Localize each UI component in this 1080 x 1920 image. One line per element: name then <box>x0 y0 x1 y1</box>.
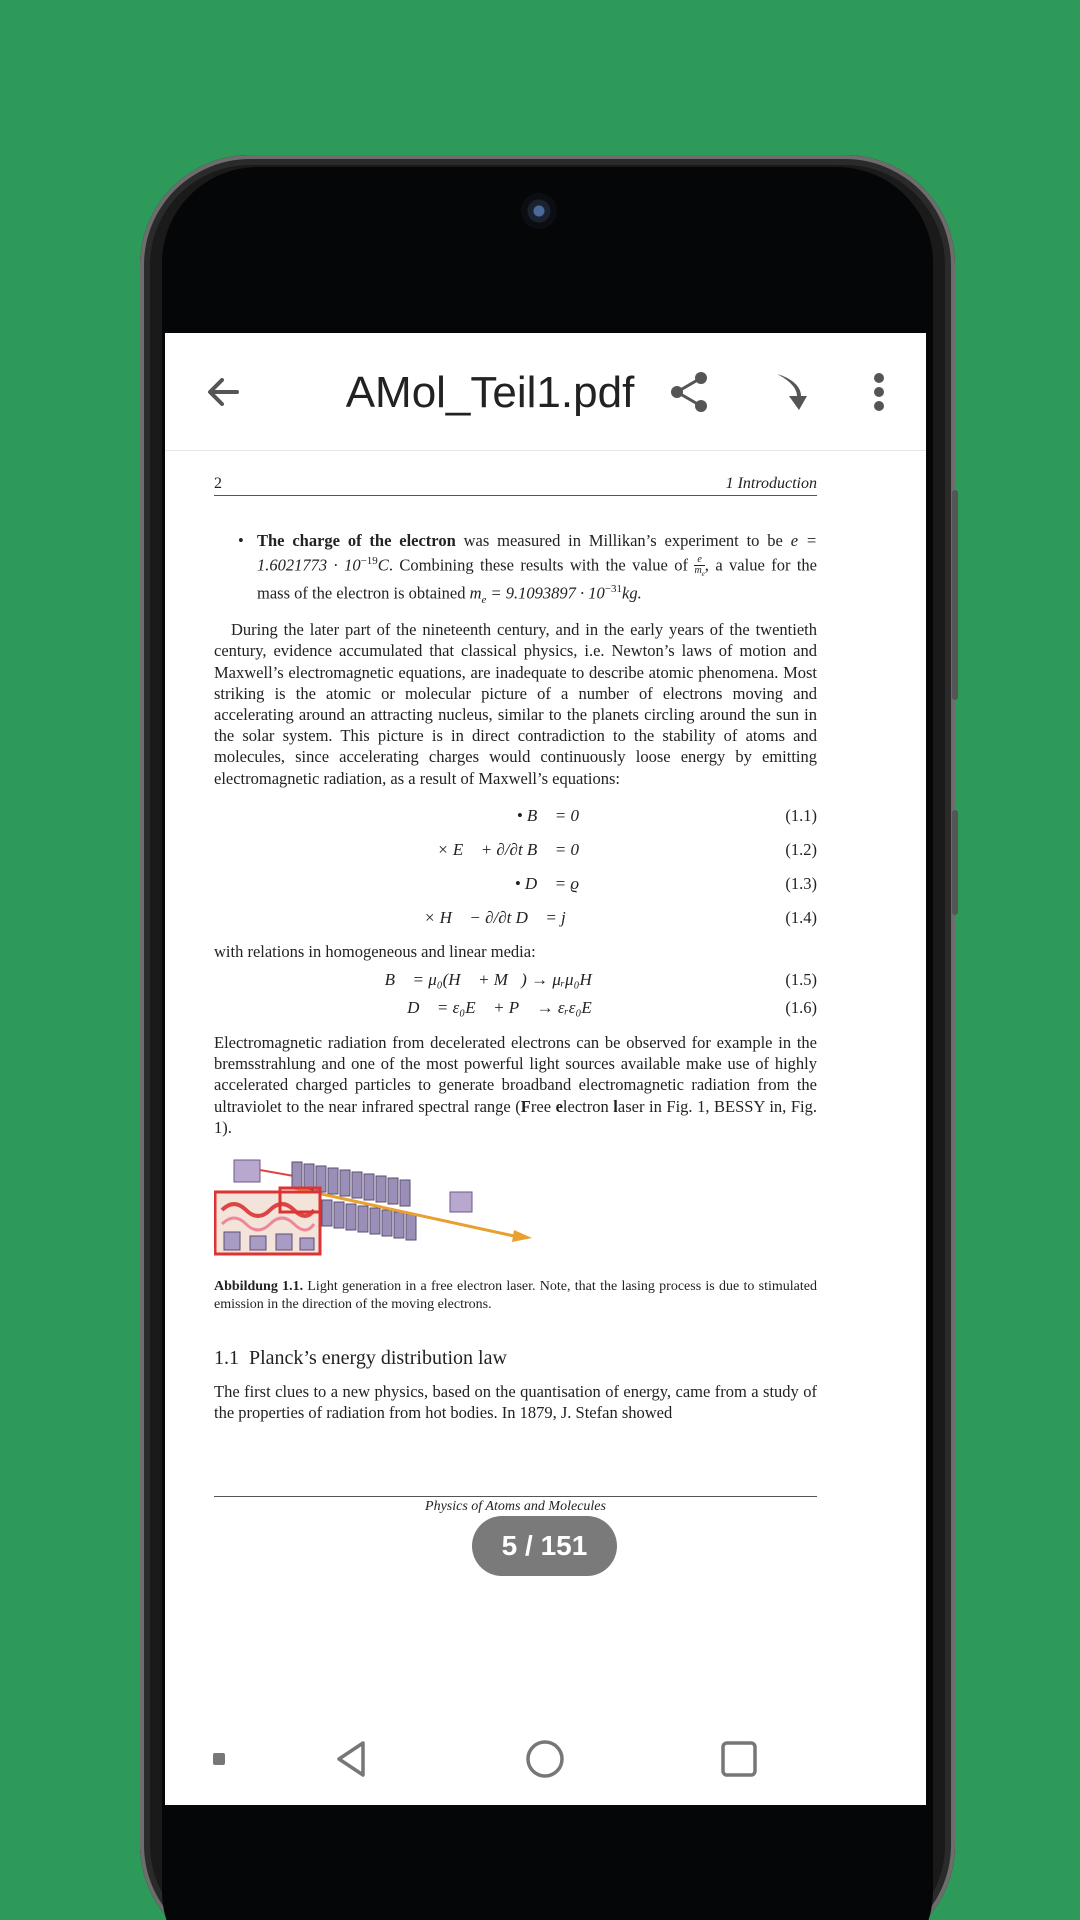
laser-illustration <box>214 1152 534 1272</box>
page-footer: Physics of Atoms and Molecules <box>214 1496 817 1515</box>
media-equations <box>214 966 817 1022</box>
bullet-text: . Combining these results with the value of <box>388 555 695 575</box>
equation-math: D⃗ = ε₀E⃗ + P⃗ → εᵣε₀E⃗ <box>407 998 605 1018</box>
math-exp: −31 <box>604 583 623 596</box>
math: = 9.1093897 · 10 <box>486 583 605 603</box>
paragraph: During the later part of the nineteenth century, and in the early years of the twentieth century, evidence accumulated that classical physics, i.e. Newton’s laws of motion and Maxwell’s electromagnetic equations, are inadequate to describe atomic phenomena. Most striking is the atomic or molecular picture of a number of electrons moving and accelerating around an attracting nucleus, similar to the planets circling around the sun in the solar system. This picture is in direct contradiction to the stability of atoms and molecules, since accelerating charges would continuously loose energy by emitting electromagnetic radiation, as a result of Maxwell’s equations: <box>214 620 817 788</box>
volume-button <box>952 490 958 700</box>
paragraph-text: ree <box>530 1096 556 1116</box>
page-number: 2 <box>214 475 222 492</box>
equation-math: ∇⃗ × H⃗ − ∂/∂t D⃗ = j⃗ <box>393 908 579 928</box>
power-button <box>952 810 958 915</box>
triangle-back-icon[interactable] <box>319 1727 383 1791</box>
page-indicator: 5 / 151 <box>472 1516 617 1576</box>
math-unit: kg. <box>622 583 642 603</box>
pdf-page <box>214 473 817 1424</box>
running-head <box>214 473 817 496</box>
section-heading <box>214 1348 817 1369</box>
math-sub: e <box>481 593 487 606</box>
caption-label: Abbildung 1.1. <box>214 1278 304 1294</box>
equation-number: (1.3) <box>785 874 817 894</box>
equation-math: ∇⃗ × E⃗ + ∂/∂t B⃗ = 0 <box>406 840 579 860</box>
square-overview-icon[interactable] <box>707 1727 771 1791</box>
equation <box>214 994 817 1022</box>
bullet-text: was measured in Millikan’s experiment to be <box>455 531 791 551</box>
equation <box>214 901 817 935</box>
equation-number: (1.1) <box>785 806 817 826</box>
equation-math: B⃗ = μ₀(H⃗ + M⃗) → μᵣμ₀H⃗ <box>384 970 605 990</box>
figure-caption <box>214 1278 817 1314</box>
bold-letter: e <box>555 1096 563 1116</box>
equation-math: ∇⃗ • D⃗ = ϱ <box>484 874 579 894</box>
paragraph-text: lectron <box>562 1096 614 1116</box>
app-bar <box>165 333 926 451</box>
fraction-denominator <box>694 566 704 579</box>
equation-number: (1.6) <box>785 998 817 1018</box>
equation-number: (1.5) <box>785 970 817 990</box>
fraction-numerator: e <box>694 555 704 566</box>
section-number: 1.1 <box>214 1346 239 1369</box>
maxwell-equations <box>214 799 817 935</box>
bullet-text: , a value for the mass of the electron is obtained <box>257 555 818 603</box>
equation <box>214 833 817 867</box>
math: m <box>694 565 702 577</box>
paragraph: The first clues to a new physics, based on the quantisation of energy, came from a study of the properties of radiation from hot bodies. In 1879, J. Stefan showed <box>214 1382 817 1423</box>
navigation-bar <box>165 1713 926 1805</box>
share-icon[interactable] <box>657 360 721 424</box>
math: m <box>469 583 482 603</box>
paragraph: with relations in homogeneous and linear media: <box>214 941 536 961</box>
small-square-icon[interactable] <box>187 1727 251 1791</box>
front-camera <box>521 193 557 229</box>
equation <box>214 966 817 994</box>
more-vert-icon[interactable] <box>847 360 911 424</box>
document-title: AMol_Teil1.pdf <box>345 368 635 417</box>
section-title: Planck’s energy distribution law <box>249 1346 507 1369</box>
chapter-title: 1 Introduction <box>725 475 817 492</box>
screen <box>165 333 926 1805</box>
bullet-electron-charge <box>238 530 817 611</box>
paragraph-text: aser in Fig. 1, BESSY in, Fig. 1). <box>214 1096 817 1137</box>
bold-letter: F <box>520 1096 531 1116</box>
equation <box>214 799 817 833</box>
bullet-heading: The charge of the electron <box>257 531 456 551</box>
math: e = 1.6021773 · 10 <box>257 531 817 575</box>
paragraph <box>214 1032 817 1138</box>
math-unit: C <box>377 555 389 575</box>
free-electron-laser-figure <box>214 1152 817 1272</box>
equation-math: ∇⃗ • B⃗ = 0 <box>486 806 579 826</box>
arrow-back-icon[interactable] <box>191 360 255 424</box>
caption-text: Light generation in a free electron laser. Note, that the lasing process is due to stimulated emission in the direction of the moving electrons. <box>214 1278 818 1312</box>
equation <box>214 867 817 901</box>
paragraph-text: Electromagnetic radiation from decelerated electrons can be observed for example in the bremsstrahlung and one of the most powerful light sources available make use of highly accelerated charged particles to generate broadband electromagnetic radiation from the ultraviolet to the near infrared spectral range ( <box>214 1032 817 1116</box>
math-exp: −19 <box>360 555 378 568</box>
circle-home-icon[interactable] <box>513 1727 577 1791</box>
equation-number: (1.4) <box>785 908 817 928</box>
bold-letter: l <box>613 1096 618 1116</box>
equation-number: (1.2) <box>785 840 817 860</box>
redirect-arrow-icon[interactable] <box>759 360 823 424</box>
fraction <box>694 555 704 579</box>
math-sub: e <box>701 570 705 579</box>
